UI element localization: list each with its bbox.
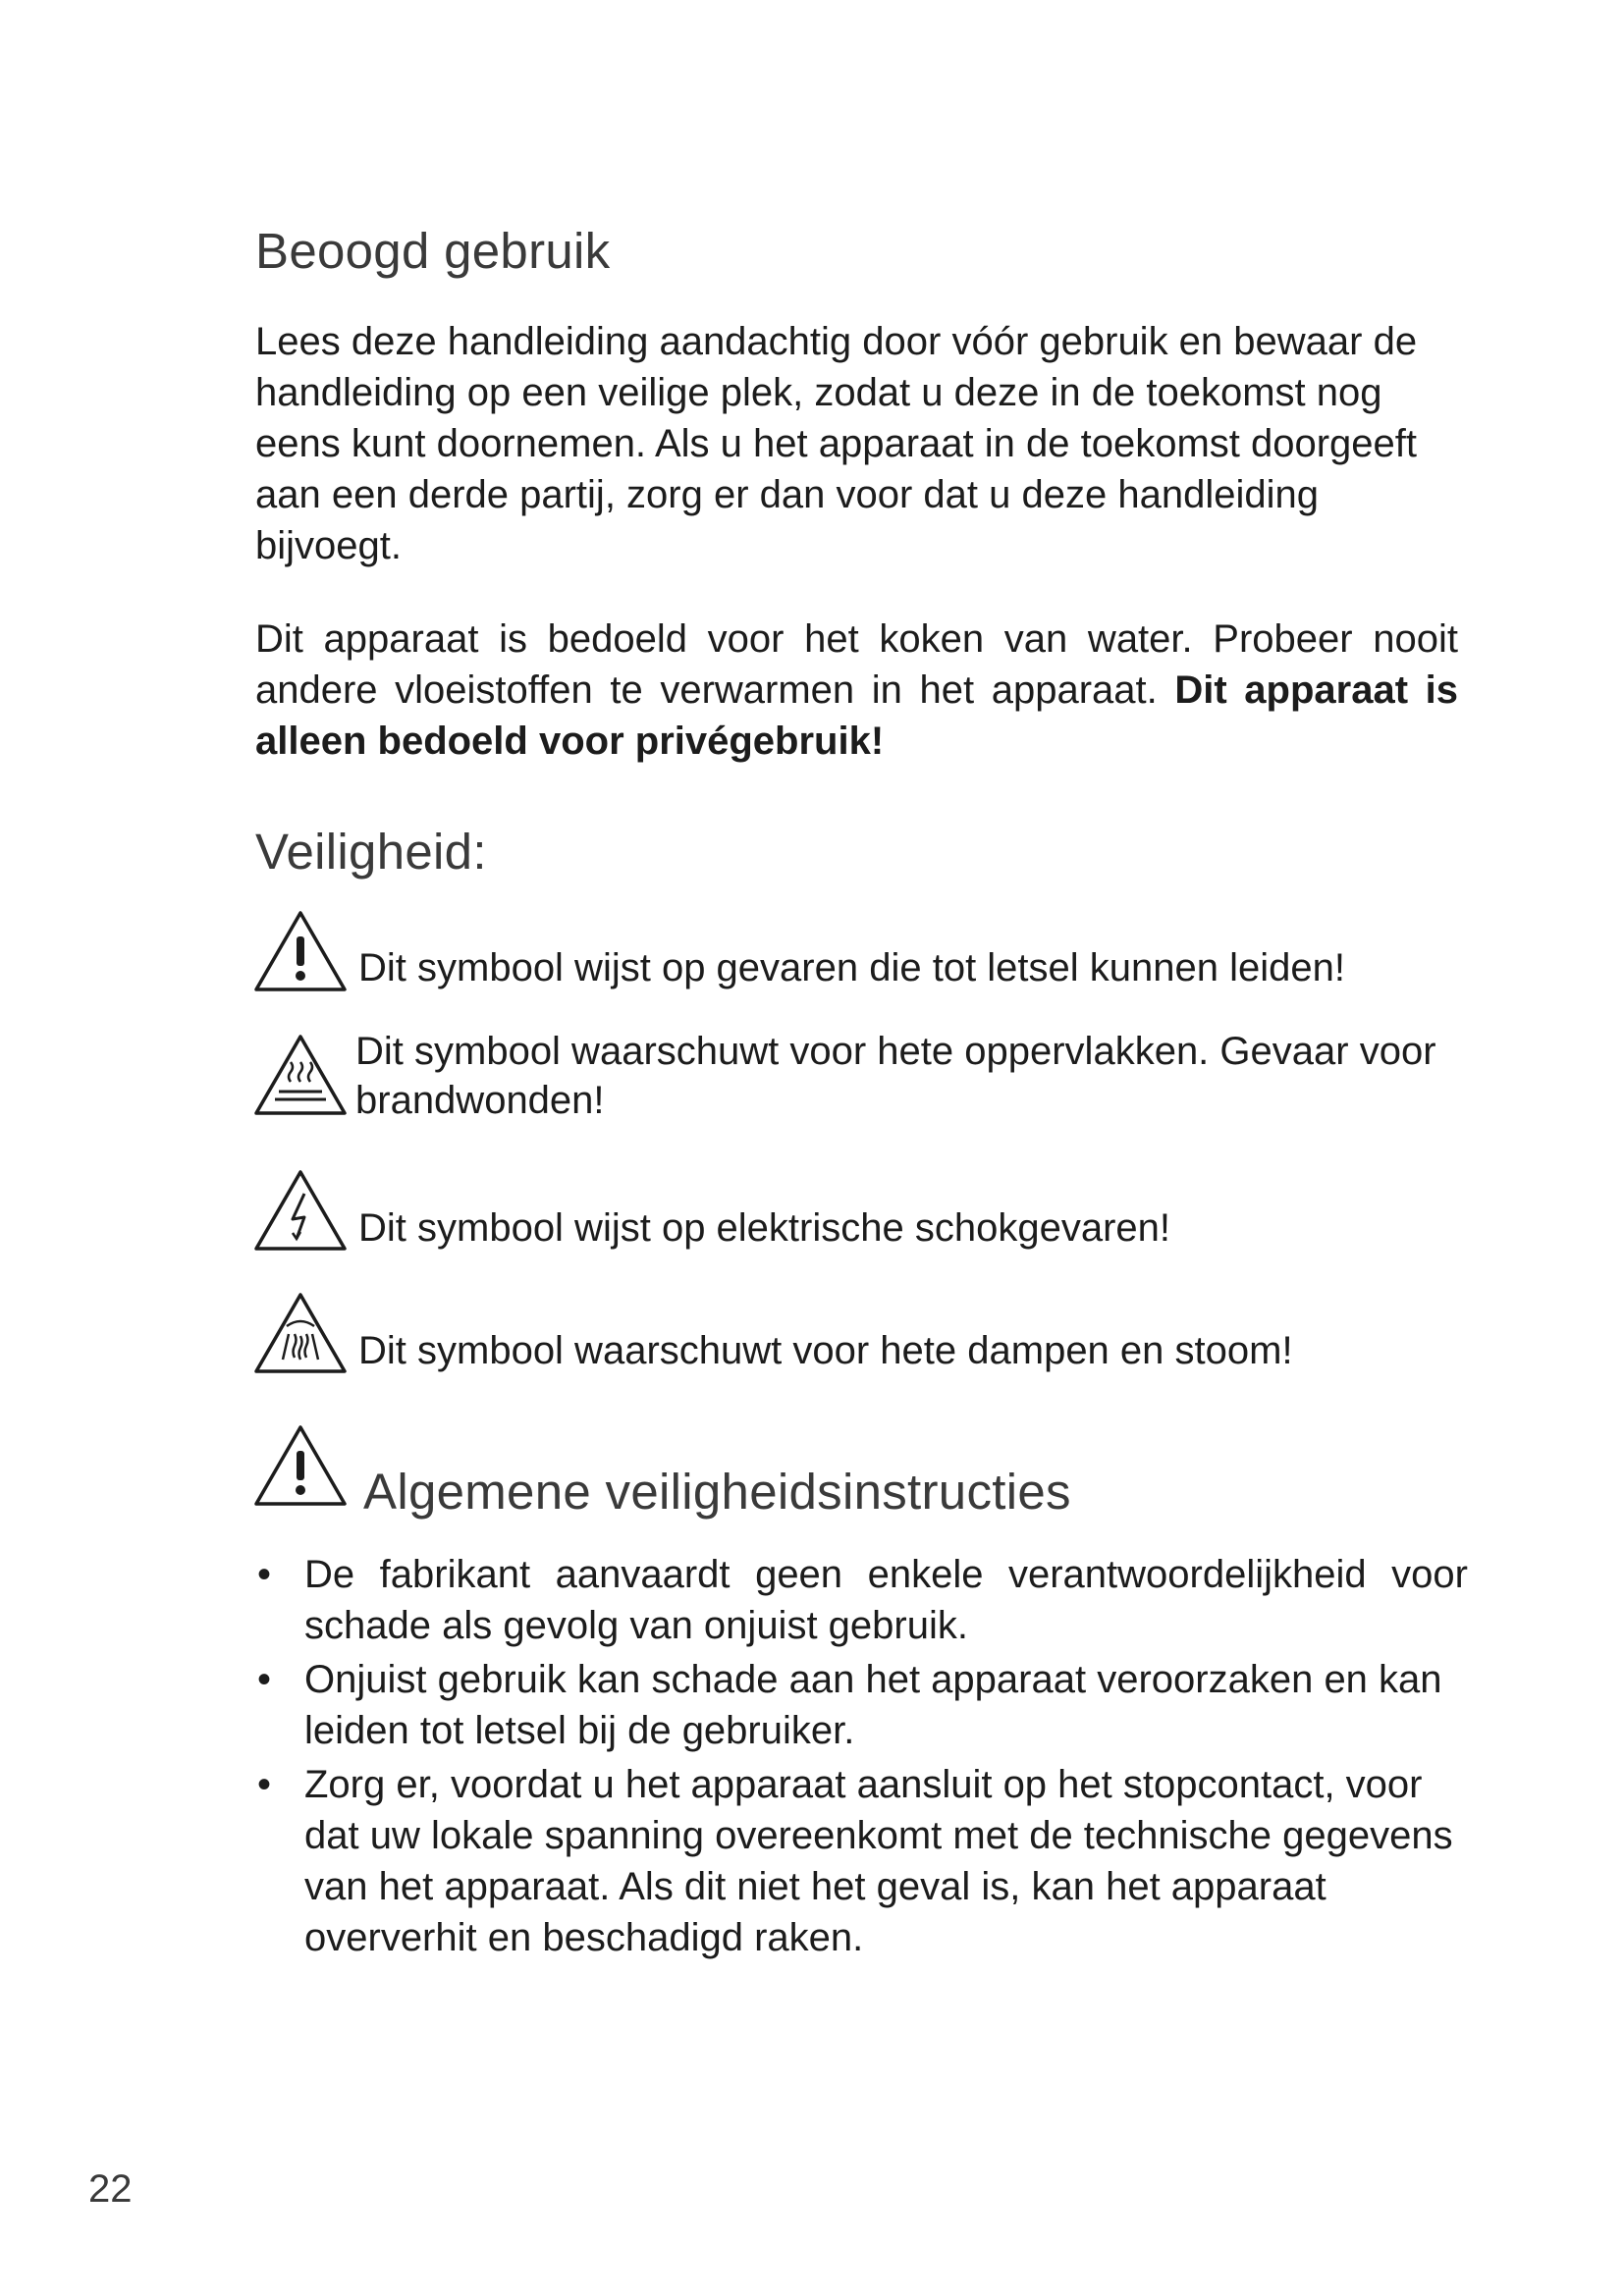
symbol-text-hot-steam: Dit symbool waarschuwt voor hete dampen en stoom! bbox=[358, 1329, 1293, 1372]
section-title-general-safety: Algemene veiligheidsinstructies bbox=[363, 1464, 1071, 1520]
list-item-text: Onjuist gebruik kan schade aan het apparaat veroorzaken en kan leiden tot letsel bij de gebruiker. bbox=[304, 1658, 1442, 1752]
list-item bbox=[255, 1759, 1468, 1963]
intended-use-paragraph-1: Lees deze handleiding aandachtig door vóór gebruik en bewaar de handleiding op een veilige plek, zodat u deze in de toekomst nog eens kunt doornemen. Als u het apparaat in de toekomst doorgeeft aan een derde partij, zorg er dan voor dat u deze handleiding bijvoegt. bbox=[255, 320, 1418, 567]
electric-shock-icon bbox=[253, 1168, 348, 1253]
hot-surface-icon bbox=[253, 1033, 348, 1117]
list-item bbox=[255, 1549, 1468, 1651]
list-item-text: De fabrikant aanvaardt geen enkele verantwoordelijkheid voor schade als gevolg van onjuist gebruik. bbox=[304, 1553, 1468, 1647]
bullet-icon: • bbox=[257, 1658, 272, 1701]
section-title-intended-use: Beoogd gebruik bbox=[255, 223, 611, 279]
symbol-text-hot-surface: Dit symbool waarschuwt voor hete oppervlakken. Gevaar voor brandwonden! bbox=[355, 1030, 1436, 1122]
warning-exclamation-icon bbox=[253, 909, 348, 993]
list-item-text: Zorg er, voordat u het apparaat aansluit op het stopcontact, voor dat uw lokale spanning overeenkomt met de technische gegevens van het apparaat. Als dit niet het geval is, kan het apparaat oververhit en beschadigd raken. bbox=[304, 1763, 1453, 1959]
section-title-safety: Veiligheid: bbox=[255, 824, 487, 880]
list-item bbox=[255, 1654, 1468, 1756]
symbol-text-electric-shock: Dit symbool wijst op elektrische schokgevaren! bbox=[358, 1206, 1171, 1250]
page-number: 22 bbox=[88, 2167, 133, 2211]
bullet-icon: • bbox=[257, 1763, 272, 1806]
symbol-text-injury: Dit symbool wijst op gevaren die tot letsel kunnen leiden! bbox=[358, 946, 1345, 989]
intended-use-paragraph-2-text: Dit apparaat is bedoeld voor het koken van water. Probeer nooit andere vloeistoffen te verwarmen in het apparaat. bbox=[255, 617, 1458, 712]
intended-use-private-notice: Dit apparaat is alleen bedoeld voor privégebruik! bbox=[255, 668, 1458, 763]
bullet-icon: • bbox=[257, 1553, 272, 1596]
hot-steam-icon bbox=[253, 1291, 348, 1375]
intended-use-paragraph-2 bbox=[255, 614, 1458, 767]
warning-exclamation-icon bbox=[253, 1423, 348, 1508]
safety-instructions-list bbox=[255, 1549, 1468, 1966]
